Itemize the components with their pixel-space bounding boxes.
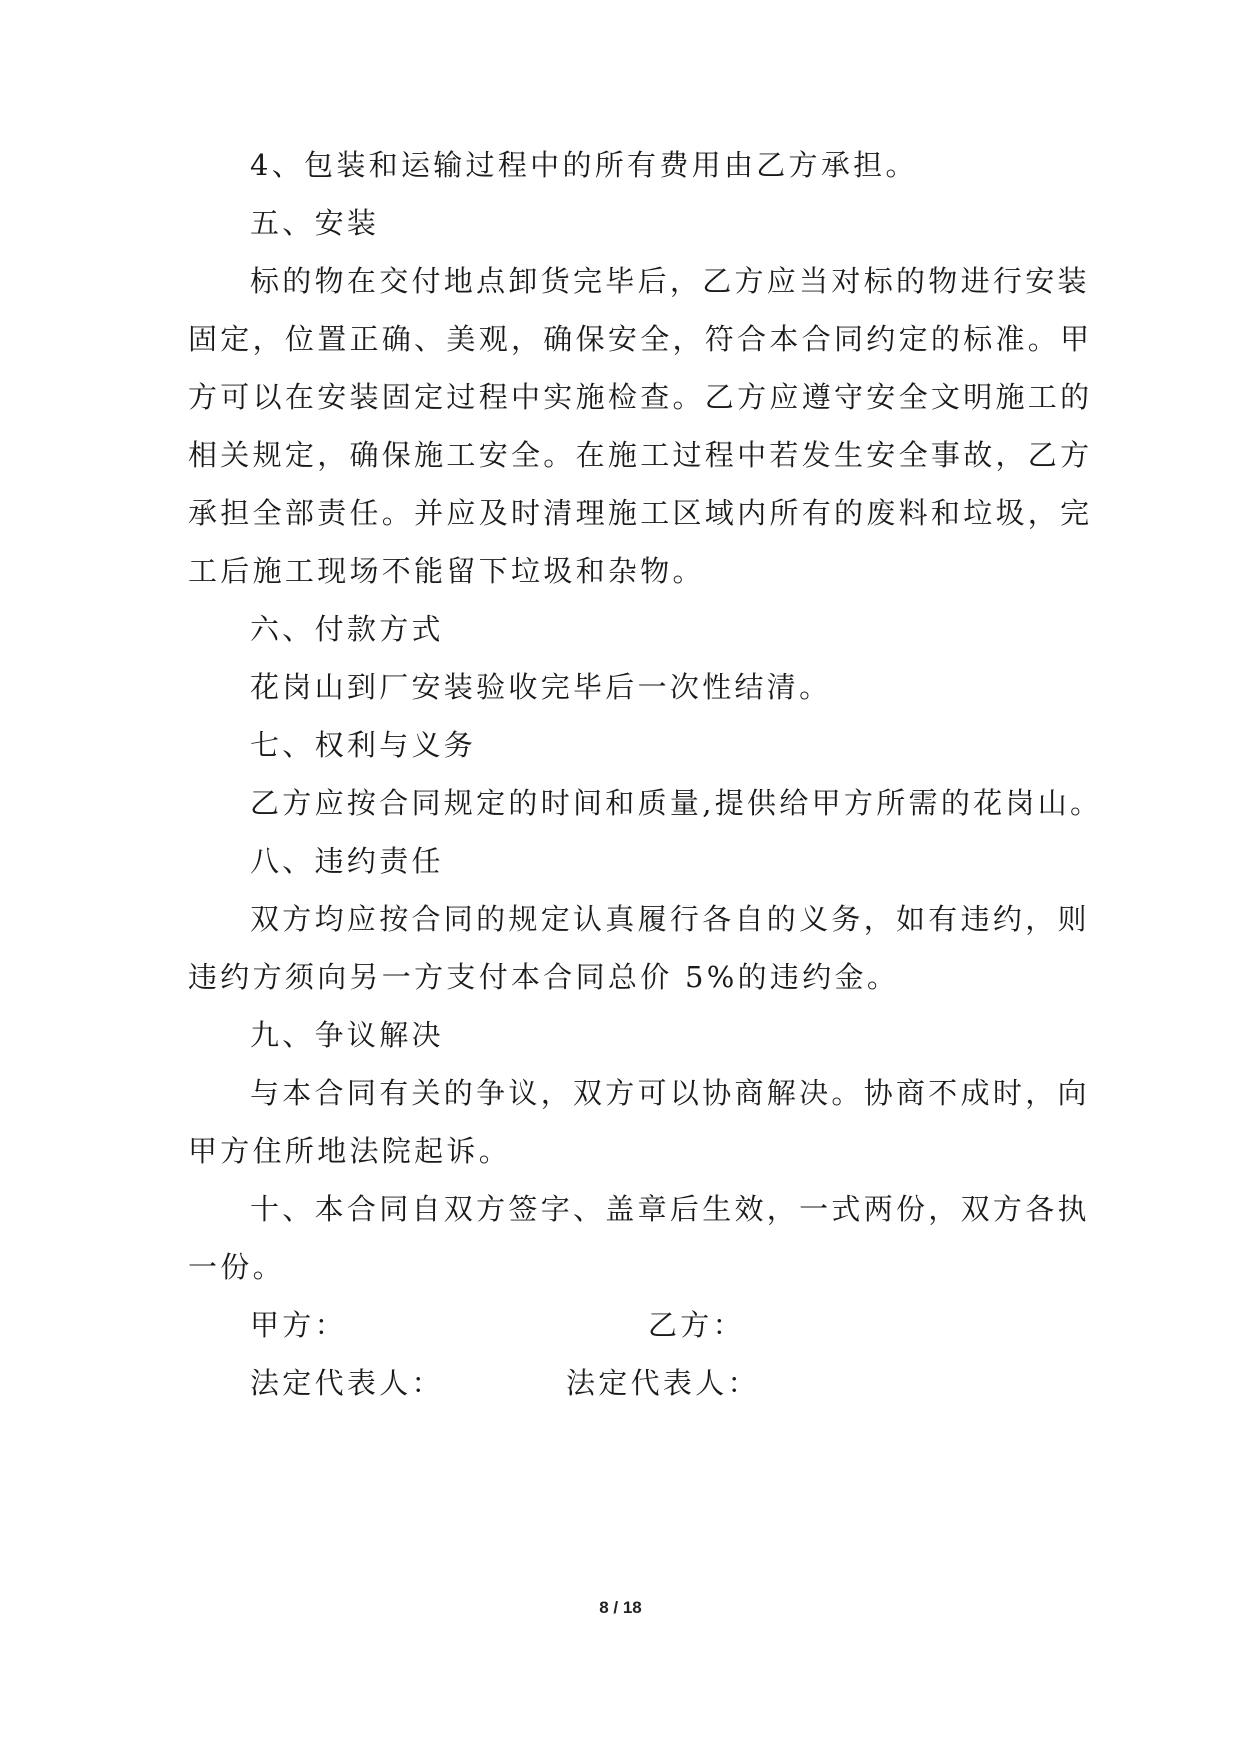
section-heading: 六、付款方式	[250, 612, 444, 646]
party-b-label: 乙方：	[648, 1308, 745, 1342]
paragraph-line: 标的物在交付地点卸货完毕后，乙方应当对标的物进行安装	[250, 264, 1090, 298]
paragraph-line: 承担全部责任。并应及时清理施工区域内所有的废料和垃圾，完	[188, 496, 1093, 530]
party-a-representative-label: 法定代表人：	[250, 1366, 444, 1400]
party-a-label: 甲方：	[250, 1308, 347, 1342]
party-b-representative-label: 法定代表人：	[566, 1366, 760, 1400]
section-heading: 九、争议解决	[250, 1018, 444, 1052]
section-heading: 八、违约责任	[250, 844, 444, 878]
page-number: 8 / 18	[599, 1598, 642, 1617]
paragraph-line: 花岗山到厂安装验收完毕后一次性结清。	[250, 670, 832, 704]
paragraph-line: 一份。	[188, 1250, 285, 1284]
paragraph-line: 双方均应按合同的规定认真履行各自的义务，如有违约，则	[250, 902, 1090, 936]
paragraph-line: 乙方应按合同规定的时间和质量,提供给甲方所需的花岗山。	[250, 786, 1103, 820]
paragraph-line: 4、包装和运输过程中的所有费用由乙方承担。	[250, 148, 918, 182]
paragraph-line: 与本合同有关的争议，双方可以协商解决。协商不成时，向	[250, 1076, 1090, 1110]
paragraph-line: 十、本合同自双方签字、盖章后生效，一式两份，双方各执	[250, 1192, 1090, 1226]
paragraph-line: 违约方须向另一方支付本合同总价 5%的违约金。	[188, 960, 900, 994]
section-heading: 五、安装	[250, 206, 380, 240]
section-heading: 七、权利与义务	[250, 728, 477, 762]
paragraph-line: 相关规定，确保施工安全。在施工过程中若发生安全事故，乙方	[188, 438, 1093, 472]
paragraph-line: 工后施工现场不能留下垃圾和杂物。	[188, 554, 705, 588]
paragraph-line: 方可以在安装固定过程中实施检查。乙方应遵守安全文明施工的	[188, 380, 1093, 414]
paragraph-line: 甲方住所地法院起诉。	[188, 1134, 512, 1168]
paragraph-line: 固定，位置正确、美观，确保安全，符合本合同约定的标准。甲	[188, 322, 1093, 356]
